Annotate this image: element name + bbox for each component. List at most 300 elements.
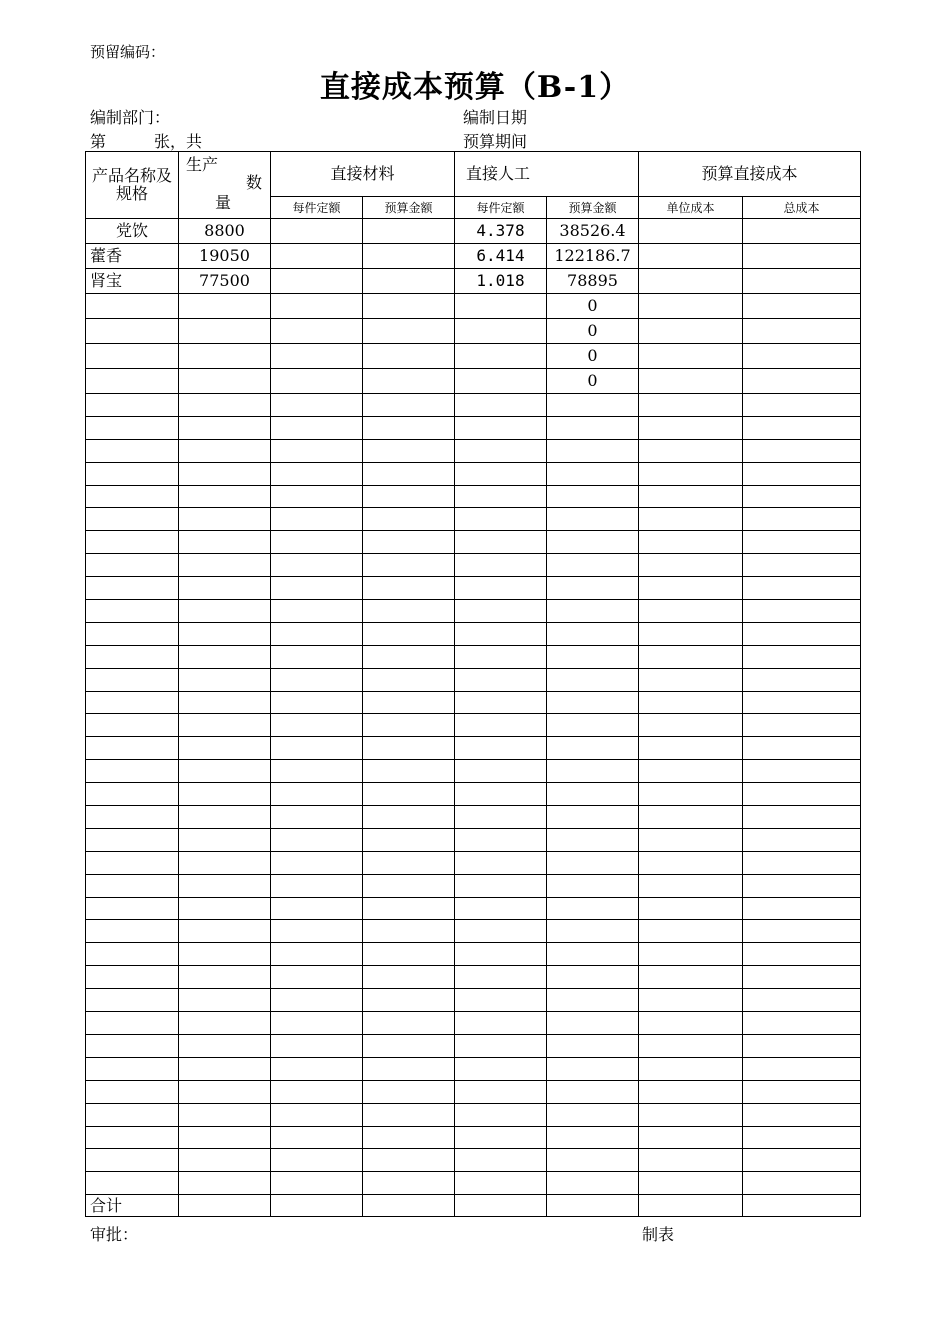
blank-cell — [455, 668, 547, 691]
cell-mat-amt — [363, 294, 455, 319]
blank-cell — [86, 966, 179, 989]
blank-cell — [455, 531, 547, 554]
blank-cell — [363, 462, 455, 485]
blank-cell — [743, 874, 861, 897]
cell-total — [743, 219, 861, 244]
blank-cell — [86, 828, 179, 851]
blank-cell — [363, 783, 455, 806]
blank-cell — [86, 1080, 179, 1103]
blank-cell — [639, 989, 743, 1012]
cell-total — [743, 344, 861, 369]
blank-cell — [743, 531, 861, 554]
blank-cell — [86, 874, 179, 897]
blank-cell — [363, 485, 455, 508]
blank-cell — [363, 1103, 455, 1126]
blank-row — [86, 508, 861, 531]
blank-cell — [271, 1103, 363, 1126]
cell-total — [743, 294, 861, 319]
cell-name — [86, 319, 179, 344]
blank-cell — [363, 554, 455, 577]
blank-cell — [179, 1012, 271, 1035]
blank-cell — [455, 416, 547, 439]
blank-cell — [547, 943, 639, 966]
blank-row — [86, 600, 861, 623]
blank-row — [86, 1103, 861, 1126]
period-label: 预算期间 — [463, 132, 528, 151]
cell-qty — [179, 294, 271, 319]
blank-cell — [271, 485, 363, 508]
blank-row — [86, 737, 861, 760]
blank-cell — [455, 920, 547, 943]
blank-cell — [547, 416, 639, 439]
blank-cell — [743, 1034, 861, 1057]
date-label: 编制日期 — [463, 108, 528, 127]
blank-row — [86, 439, 861, 462]
blank-cell — [86, 851, 179, 874]
blank-cell — [363, 645, 455, 668]
cell-mat-amt — [363, 269, 455, 294]
blank-cell — [547, 645, 639, 668]
reserve-code-label: 预留编码： — [90, 43, 166, 61]
blank-cell — [547, 531, 639, 554]
cell-total — [743, 319, 861, 344]
blank-cell — [271, 1057, 363, 1080]
cell-mat-rate — [271, 269, 363, 294]
blank-cell — [639, 851, 743, 874]
table-row — [86, 219, 861, 244]
blank-cell — [363, 1126, 455, 1149]
total-cell — [639, 1195, 743, 1217]
blank-cell — [86, 760, 179, 783]
header-qty-part3: 量 — [215, 193, 232, 212]
blank-cell — [363, 439, 455, 462]
blank-cell — [86, 439, 179, 462]
blank-cell — [363, 943, 455, 966]
blank-cell — [86, 1149, 179, 1172]
cell-mat-amt — [363, 219, 455, 244]
header-qty-part2: 数 — [245, 173, 262, 192]
header-qty-part1: 生产 — [186, 155, 219, 174]
blank-cell — [455, 508, 547, 531]
blank-row — [86, 416, 861, 439]
blank-cell — [86, 622, 179, 645]
blank-cell — [271, 531, 363, 554]
blank-cell — [743, 600, 861, 623]
blank-cell — [179, 485, 271, 508]
blank-cell — [363, 1149, 455, 1172]
blank-cell — [743, 966, 861, 989]
blank-cell — [547, 989, 639, 1012]
subheader-material-rate: 每件定额 — [271, 197, 363, 219]
blank-cell — [547, 439, 639, 462]
blank-cell — [179, 531, 271, 554]
blank-cell — [547, 394, 639, 417]
blank-cell — [743, 920, 861, 943]
blank-cell — [743, 943, 861, 966]
blank-cell — [743, 416, 861, 439]
blank-cell — [547, 691, 639, 714]
blank-cell — [639, 1080, 743, 1103]
blank-cell — [639, 485, 743, 508]
blank-row — [86, 485, 861, 508]
blank-cell — [743, 989, 861, 1012]
blank-cell — [179, 394, 271, 417]
blank-cell — [743, 760, 861, 783]
cell-lab-amt: 0 — [547, 369, 639, 394]
blank-cell — [179, 714, 271, 737]
blank-cell — [179, 783, 271, 806]
table-row — [86, 319, 861, 344]
maker-label: 制表 — [642, 1225, 675, 1244]
blank-cell — [743, 439, 861, 462]
blank-cell — [179, 508, 271, 531]
blank-row — [86, 622, 861, 645]
blank-cell — [86, 897, 179, 920]
blank-cell — [179, 943, 271, 966]
blank-cell — [271, 691, 363, 714]
blank-cell — [271, 714, 363, 737]
cell-mat-rate — [271, 294, 363, 319]
blank-cell — [455, 874, 547, 897]
blank-cell — [639, 920, 743, 943]
blank-cell — [86, 508, 179, 531]
blank-cell — [639, 1149, 743, 1172]
blank-cell — [547, 485, 639, 508]
blank-row — [86, 577, 861, 600]
blank-cell — [743, 1149, 861, 1172]
blank-cell — [179, 1034, 271, 1057]
blank-cell — [179, 1080, 271, 1103]
blank-cell — [363, 577, 455, 600]
cell-name: 党饮 — [86, 219, 179, 244]
blank-cell — [639, 737, 743, 760]
blank-cell — [455, 577, 547, 600]
blank-cell — [363, 416, 455, 439]
blank-cell — [743, 554, 861, 577]
blank-cell — [547, 897, 639, 920]
sheet-label: 第 张，共 — [90, 132, 203, 151]
blank-cell — [455, 622, 547, 645]
blank-cell — [639, 760, 743, 783]
header-direct-labor: 直接人工 — [455, 152, 639, 197]
blank-cell — [743, 485, 861, 508]
table-row — [86, 269, 861, 294]
cell-lab-rate: 1.018 — [455, 269, 547, 294]
blank-cell — [179, 462, 271, 485]
blank-cell — [547, 714, 639, 737]
blank-cell — [547, 577, 639, 600]
blank-cell — [179, 645, 271, 668]
cell-qty — [179, 369, 271, 394]
blank-cell — [271, 600, 363, 623]
cell-unit — [639, 319, 743, 344]
blank-cell — [363, 989, 455, 1012]
blank-cell — [363, 691, 455, 714]
blank-row — [86, 806, 861, 829]
blank-cell — [363, 714, 455, 737]
blank-cell — [743, 1057, 861, 1080]
header-direct-cost: 预算直接成本 — [639, 152, 861, 197]
blank-cell — [363, 1172, 455, 1195]
cell-unit — [639, 369, 743, 394]
blank-cell — [455, 943, 547, 966]
blank-cell — [179, 668, 271, 691]
blank-cell — [455, 897, 547, 920]
blank-cell — [743, 737, 861, 760]
blank-cell — [179, 851, 271, 874]
cell-name — [86, 294, 179, 319]
blank-cell — [547, 828, 639, 851]
blank-cell — [455, 1080, 547, 1103]
blank-cell — [455, 1103, 547, 1126]
blank-cell — [363, 1080, 455, 1103]
cell-total — [743, 369, 861, 394]
blank-cell — [455, 783, 547, 806]
cell-mat-amt — [363, 244, 455, 269]
blank-cell — [455, 714, 547, 737]
table-row — [86, 244, 861, 269]
blank-cell — [455, 966, 547, 989]
blank-cell — [743, 828, 861, 851]
blank-cell — [271, 622, 363, 645]
blank-cell — [179, 554, 271, 577]
page-title: 直接成本预算（B-1） — [319, 70, 631, 105]
blank-row — [86, 645, 861, 668]
blank-cell — [455, 691, 547, 714]
cell-mat-rate — [271, 319, 363, 344]
blank-cell — [547, 760, 639, 783]
blank-cell — [271, 508, 363, 531]
cell-qty: 8800 — [179, 219, 271, 244]
blank-cell — [86, 645, 179, 668]
table-row — [86, 344, 861, 369]
blank-cell — [363, 531, 455, 554]
blank-cell — [547, 1103, 639, 1126]
cell-qty: 77500 — [179, 269, 271, 294]
blank-cell — [639, 1126, 743, 1149]
cell-qty — [179, 344, 271, 369]
blank-row — [86, 783, 861, 806]
cell-mat-rate — [271, 244, 363, 269]
blank-cell — [639, 714, 743, 737]
blank-cell — [639, 691, 743, 714]
cell-name — [86, 344, 179, 369]
blank-cell — [639, 416, 743, 439]
blank-cell — [363, 622, 455, 645]
blank-cell — [743, 851, 861, 874]
blank-cell — [455, 737, 547, 760]
blank-cell — [743, 806, 861, 829]
blank-cell — [639, 554, 743, 577]
blank-cell — [271, 828, 363, 851]
blank-cell — [179, 760, 271, 783]
blank-cell — [547, 1126, 639, 1149]
blank-cell — [363, 1012, 455, 1035]
blank-cell — [271, 1012, 363, 1035]
cell-unit — [639, 244, 743, 269]
blank-cell — [179, 966, 271, 989]
cell-mat-amt — [363, 369, 455, 394]
blank-cell — [639, 622, 743, 645]
blank-cell — [455, 806, 547, 829]
blank-row — [86, 966, 861, 989]
blank-cell — [547, 668, 639, 691]
blank-cell — [455, 439, 547, 462]
total-label: 合计 — [86, 1195, 179, 1217]
budget-table — [85, 151, 861, 1217]
blank-cell — [639, 439, 743, 462]
blank-cell — [86, 577, 179, 600]
blank-cell — [179, 897, 271, 920]
blank-row — [86, 851, 861, 874]
blank-cell — [86, 1057, 179, 1080]
blank-cell — [455, 1172, 547, 1195]
blank-cell — [743, 1080, 861, 1103]
blank-cell — [639, 897, 743, 920]
blank-cell — [179, 691, 271, 714]
blank-row — [86, 1012, 861, 1035]
cell-lab-amt: 78895 — [547, 269, 639, 294]
blank-cell — [271, 897, 363, 920]
total-cell — [363, 1195, 455, 1217]
blank-cell — [271, 943, 363, 966]
blank-cell — [639, 577, 743, 600]
blank-cell — [271, 1080, 363, 1103]
blank-cell — [179, 806, 271, 829]
blank-cell — [363, 394, 455, 417]
blank-row — [86, 1034, 861, 1057]
header-direct-material: 直接材料 — [271, 152, 455, 197]
blank-row — [86, 920, 861, 943]
blank-cell — [547, 1149, 639, 1172]
blank-cell — [639, 508, 743, 531]
blank-cell — [86, 1126, 179, 1149]
cell-lab-rate — [455, 344, 547, 369]
cell-mat-amt — [363, 319, 455, 344]
cell-mat-rate — [271, 369, 363, 394]
blank-cell — [271, 416, 363, 439]
blank-cell — [179, 828, 271, 851]
blank-cell — [86, 416, 179, 439]
blank-cell — [271, 874, 363, 897]
subheader-material-amount: 预算金额 — [363, 197, 455, 219]
blank-cell — [743, 1126, 861, 1149]
cell-qty — [179, 319, 271, 344]
blank-cell — [271, 966, 363, 989]
blank-cell — [547, 737, 639, 760]
blank-cell — [455, 394, 547, 417]
blank-cell — [455, 1057, 547, 1080]
blank-row — [86, 531, 861, 554]
blank-cell — [179, 622, 271, 645]
blank-row — [86, 691, 861, 714]
blank-cell — [179, 600, 271, 623]
blank-cell — [363, 851, 455, 874]
blank-cell — [743, 462, 861, 485]
blank-cell — [271, 806, 363, 829]
subheader-labor-rate: 每件定额 — [455, 197, 547, 219]
blank-cell — [271, 1126, 363, 1149]
blank-cell — [455, 1126, 547, 1149]
blank-cell — [271, 462, 363, 485]
blank-cell — [86, 714, 179, 737]
blank-cell — [86, 485, 179, 508]
cell-name: 藿香 — [86, 244, 179, 269]
blank-row — [86, 989, 861, 1012]
blank-cell — [271, 1149, 363, 1172]
blank-row — [86, 897, 861, 920]
blank-cell — [743, 394, 861, 417]
blank-cell — [547, 554, 639, 577]
blank-cell — [271, 1172, 363, 1195]
blank-cell — [271, 554, 363, 577]
total-row — [86, 1195, 861, 1217]
blank-cell — [86, 691, 179, 714]
blank-cell — [86, 462, 179, 485]
blank-cell — [86, 1172, 179, 1195]
blank-cell — [86, 1034, 179, 1057]
blank-cell — [86, 600, 179, 623]
cell-lab-amt: 0 — [547, 319, 639, 344]
blank-cell — [179, 1172, 271, 1195]
blank-cell — [547, 966, 639, 989]
blank-cell — [86, 783, 179, 806]
cell-lab-rate — [455, 369, 547, 394]
blank-cell — [86, 1012, 179, 1035]
blank-cell — [455, 462, 547, 485]
blank-cell — [363, 806, 455, 829]
blank-cell — [363, 600, 455, 623]
blank-cell — [743, 1012, 861, 1035]
blank-cell — [179, 920, 271, 943]
cell-unit — [639, 219, 743, 244]
cell-lab-amt: 122186.7 — [547, 244, 639, 269]
blank-cell — [639, 600, 743, 623]
cell-lab-amt: 0 — [547, 294, 639, 319]
blank-cell — [455, 485, 547, 508]
blank-cell — [743, 1103, 861, 1126]
blank-cell — [363, 1034, 455, 1057]
blank-cell — [455, 1012, 547, 1035]
blank-cell — [547, 1034, 639, 1057]
blank-row — [86, 1149, 861, 1172]
blank-cell — [639, 874, 743, 897]
blank-cell — [455, 1149, 547, 1172]
blank-cell — [743, 1172, 861, 1195]
blank-row — [86, 943, 861, 966]
blank-cell — [639, 1103, 743, 1126]
cell-mat-rate — [271, 344, 363, 369]
blank-cell — [179, 1126, 271, 1149]
blank-cell — [271, 394, 363, 417]
blank-row — [86, 828, 861, 851]
blank-row — [86, 394, 861, 417]
cell-mat-rate — [271, 219, 363, 244]
cell-mat-amt — [363, 344, 455, 369]
blank-cell — [86, 394, 179, 417]
blank-cell — [547, 783, 639, 806]
blank-cell — [271, 1034, 363, 1057]
cell-qty: 19050 — [179, 244, 271, 269]
blank-cell — [179, 737, 271, 760]
blank-cell — [743, 691, 861, 714]
subheader-labor-amount: 预算金额 — [547, 197, 639, 219]
blank-cell — [363, 897, 455, 920]
blank-cell — [455, 760, 547, 783]
blank-cell — [363, 920, 455, 943]
blank-cell — [547, 920, 639, 943]
cell-name — [86, 369, 179, 394]
